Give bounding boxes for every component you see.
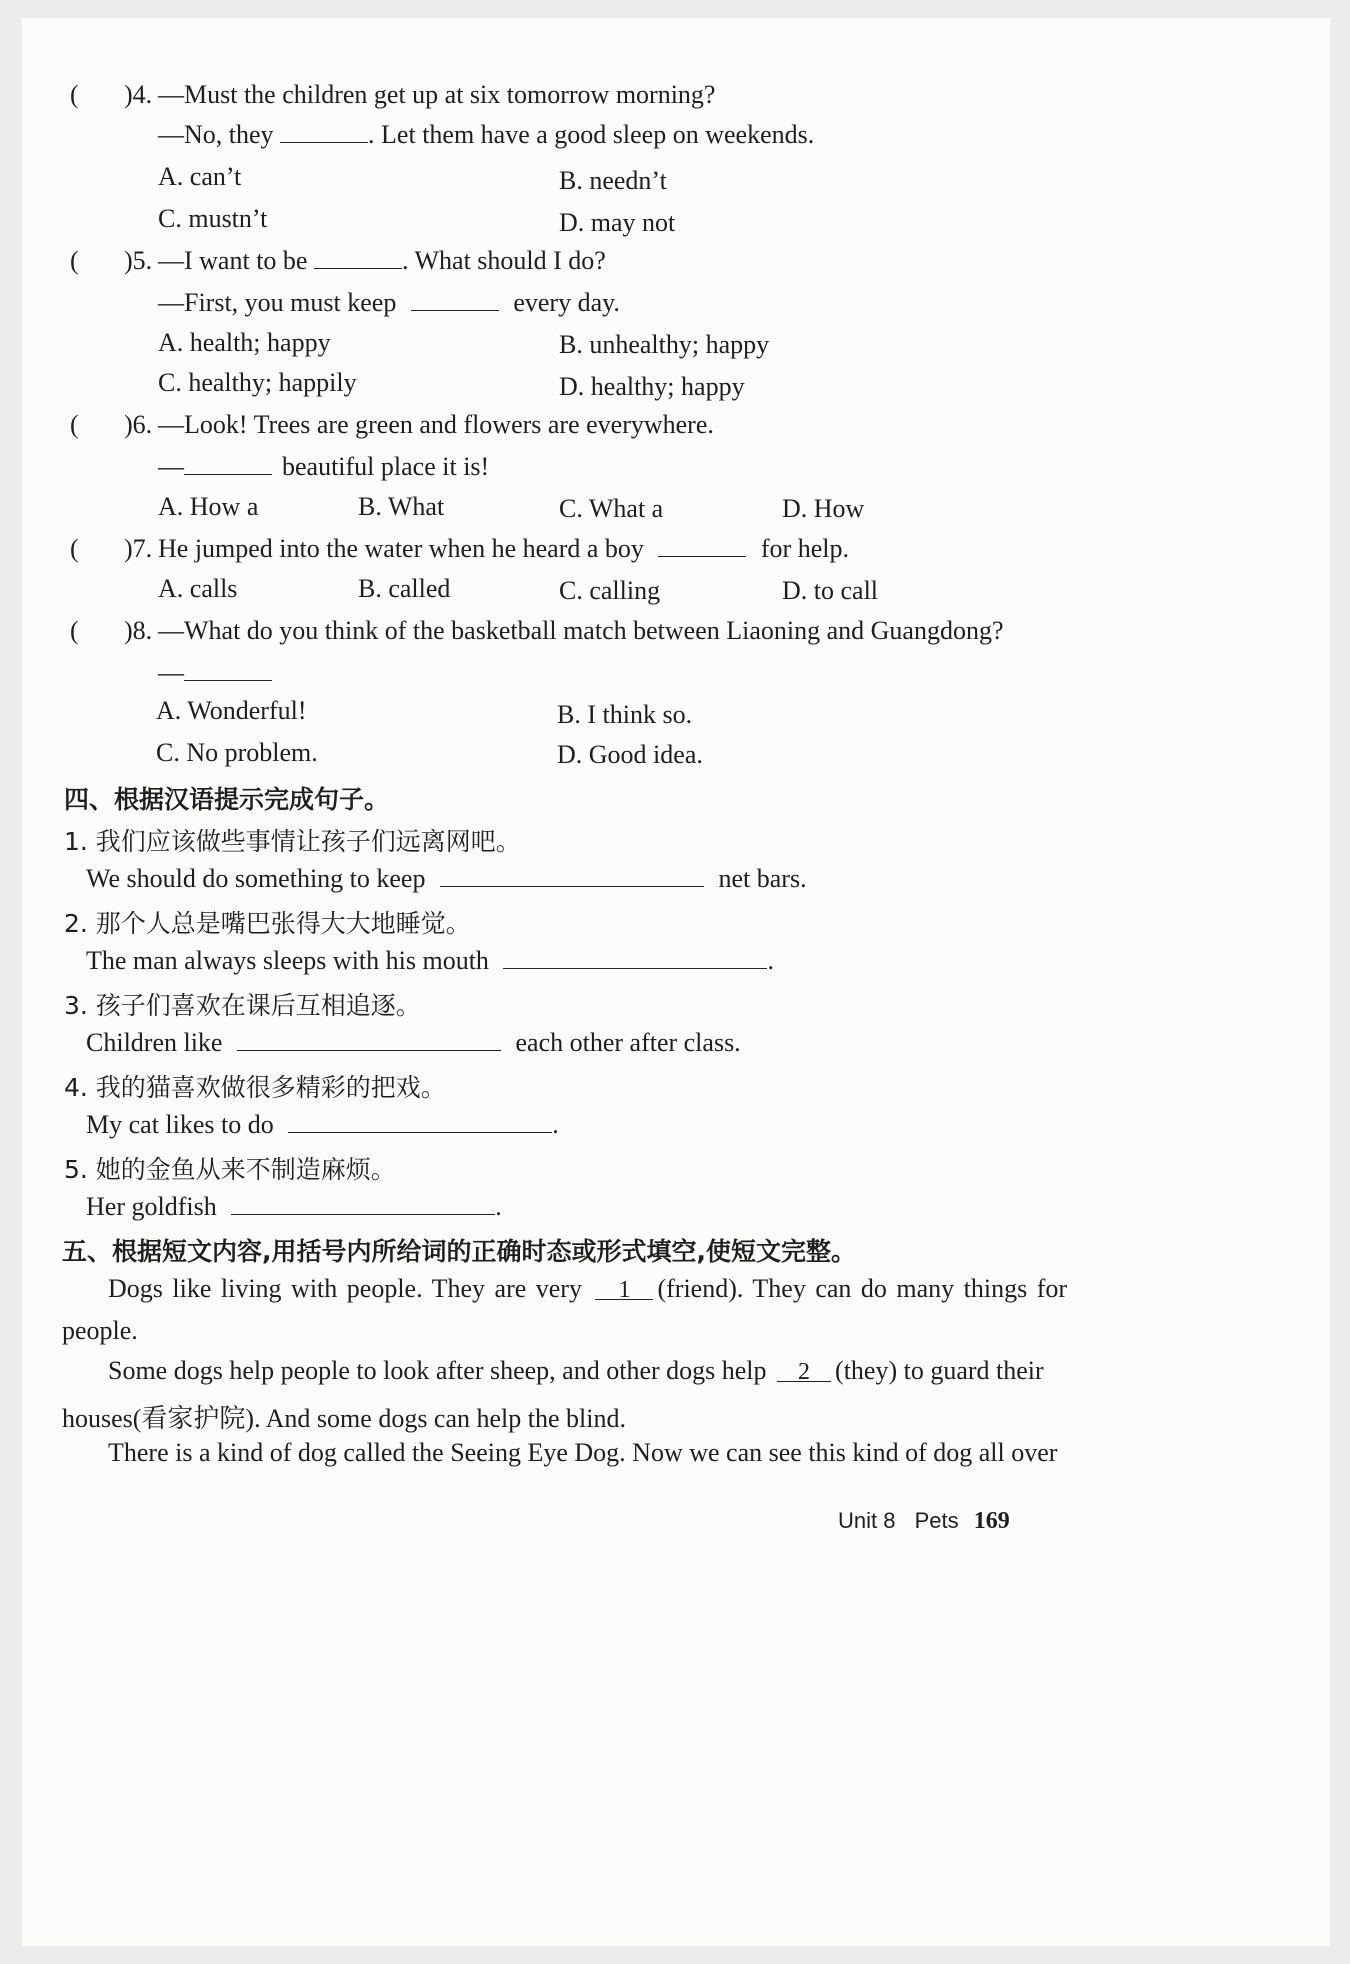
- sentence-text-pre: The man always sleeps with his mouth: [86, 946, 489, 975]
- option-d[interactable]: D. Good idea.: [557, 740, 703, 769]
- passage-text: (friend). They can do many things for: [657, 1274, 1068, 1303]
- sentence-text-post: .: [767, 946, 774, 975]
- passage-text: (they) to guard their: [835, 1356, 1044, 1385]
- sentence-text-pre: My cat likes to do: [86, 1110, 274, 1139]
- question-reply: [158, 288, 620, 318]
- prompt-text-post: . What should I do?: [401, 246, 606, 275]
- item-chinese-prompt: 5. 她的金鱼从来不制造麻烦。: [64, 1155, 396, 1184]
- reply-text-pre: —No, they: [158, 120, 274, 149]
- question-number: )5.: [124, 246, 153, 275]
- answer-blank[interactable]: [184, 658, 272, 681]
- section-heading: 五、根据短文内容,用括号内所给词的正确时态或形式填空,使短文完整。: [62, 1237, 856, 1266]
- answer-blank[interactable]: [288, 1110, 552, 1133]
- passage-text: Some dogs help people to look after sheep, and other dogs help: [108, 1356, 767, 1385]
- item-chinese-prompt: 1. 我们应该做些事情让孩子们远离网吧。: [64, 827, 521, 856]
- answer-blank[interactable]: [411, 288, 499, 311]
- page-footer: [838, 1508, 1010, 1535]
- sentence-text-pre: We should do something to keep: [86, 864, 426, 893]
- section-heading: 四、根据汉语提示完成句子。: [64, 785, 390, 814]
- sentence-text-pre: Her goldfish: [86, 1192, 217, 1221]
- option-a[interactable]: A. can’t: [158, 162, 242, 191]
- option-a[interactable]: A. Wonderful!: [156, 696, 307, 725]
- answer-blank[interactable]: [440, 864, 704, 887]
- reply-text-post: beautiful place it is!: [282, 452, 490, 481]
- reply-text-post: . Let them have a good sleep on weekends.: [368, 120, 815, 149]
- option-b[interactable]: B. called: [358, 574, 451, 603]
- option-a[interactable]: A. How a: [158, 492, 259, 521]
- prompt-text-pre: He jumped into the water when he heard a boy: [158, 534, 644, 563]
- sentence-text-post: net bars.: [718, 864, 807, 893]
- item-sentence: [86, 864, 807, 894]
- page-number: 169: [973, 1508, 1010, 1534]
- item-chinese-prompt: 2. 那个人总是嘴巴张得大大地睡觉。: [64, 909, 471, 938]
- reply-text-pre: —: [158, 452, 184, 481]
- answer-blank[interactable]: [658, 534, 746, 557]
- answer-blank[interactable]: [280, 120, 368, 143]
- reply-text-pre: —: [158, 658, 184, 687]
- question-number: )6.: [124, 410, 153, 439]
- answer-blank-2[interactable]: 2: [777, 1359, 831, 1382]
- footer-title: Pets: [914, 1508, 959, 1533]
- answer-blank[interactable]: [503, 946, 767, 969]
- option-a[interactable]: A. health; happy: [158, 328, 331, 357]
- option-c[interactable]: C. healthy; happily: [158, 368, 357, 397]
- question-reply: [158, 452, 489, 482]
- question-number: )7.: [124, 534, 153, 563]
- question-number: )8.: [124, 616, 153, 645]
- footer-unit: Unit 8: [838, 1508, 896, 1533]
- option-c[interactable]: C. No problem.: [156, 738, 318, 767]
- option-c[interactable]: C. mustn’t: [158, 204, 268, 233]
- item-chinese-prompt: 4. 我的猫喜欢做很多精彩的把戏。: [64, 1073, 446, 1102]
- item-chinese-prompt: 3. 孩子们喜欢在课后互相追逐。: [64, 991, 421, 1020]
- answer-blank[interactable]: [184, 452, 272, 475]
- passage-line: [108, 1274, 1067, 1304]
- option-b[interactable]: B. unhealthy; happy: [559, 330, 770, 359]
- answer-blank-1[interactable]: 1: [595, 1277, 653, 1300]
- item-sentence: [86, 946, 774, 976]
- option-c[interactable]: C. calling: [559, 576, 661, 605]
- answer-blank[interactable]: [237, 1028, 501, 1051]
- answer-paren: (: [70, 246, 79, 275]
- passage-line: people.: [62, 1316, 138, 1345]
- question-prompt: [158, 534, 849, 564]
- answer-paren: (: [70, 616, 79, 645]
- reply-text-pre: —First, you must keep: [158, 288, 397, 317]
- sentence-text-post: each other after class.: [515, 1028, 741, 1057]
- sentence-text-post: .: [552, 1110, 559, 1139]
- worksheet-page: [22, 18, 1330, 1946]
- reply-text-post: every day.: [513, 288, 620, 317]
- answer-blank[interactable]: [231, 1192, 495, 1215]
- question-reply: [158, 658, 272, 688]
- question-prompt: [158, 246, 606, 276]
- option-d[interactable]: D. to call: [782, 576, 879, 605]
- option-b[interactable]: B. needn’t: [559, 166, 667, 195]
- option-d[interactable]: D. healthy; happy: [559, 372, 745, 401]
- option-c[interactable]: C. What a: [559, 494, 664, 523]
- question-prompt: —Must the children get up at six tomorrow morning?: [158, 80, 716, 109]
- passage-line: houses(看家护院). And some dogs can help the blind.: [62, 1404, 626, 1433]
- item-sentence: [86, 1192, 502, 1222]
- passage-line: There is a kind of dog called the Seeing Eye Dog. Now we can see this kind of dog all over: [108, 1438, 1058, 1467]
- item-sentence: [86, 1110, 559, 1140]
- question-reply: [158, 120, 814, 150]
- answer-paren: (: [70, 410, 79, 439]
- answer-paren: (: [70, 80, 79, 109]
- item-sentence: [86, 1028, 741, 1058]
- sentence-text-pre: Children like: [86, 1028, 223, 1057]
- option-b[interactable]: B. What: [358, 492, 445, 521]
- option-d[interactable]: D. How: [782, 494, 865, 523]
- answer-paren: (: [70, 534, 79, 563]
- prompt-text-post: for help.: [760, 534, 849, 563]
- question-number: )4.: [124, 80, 153, 109]
- prompt-text-pre: —I want to be: [158, 246, 308, 275]
- answer-blank[interactable]: [314, 246, 402, 269]
- question-prompt: —Look! Trees are green and flowers are everywhere.: [158, 410, 714, 439]
- question-prompt: —What do you think of the basketball match between Liaoning and Guangdong?: [158, 616, 1004, 645]
- sentence-text-post: .: [495, 1192, 502, 1221]
- option-b[interactable]: B. I think so.: [557, 700, 693, 729]
- passage-line: [108, 1356, 1044, 1386]
- passage-text: Dogs like living with people. They are very: [108, 1274, 582, 1303]
- option-d[interactable]: D. may not: [559, 208, 676, 237]
- option-a[interactable]: A. calls: [158, 574, 238, 603]
